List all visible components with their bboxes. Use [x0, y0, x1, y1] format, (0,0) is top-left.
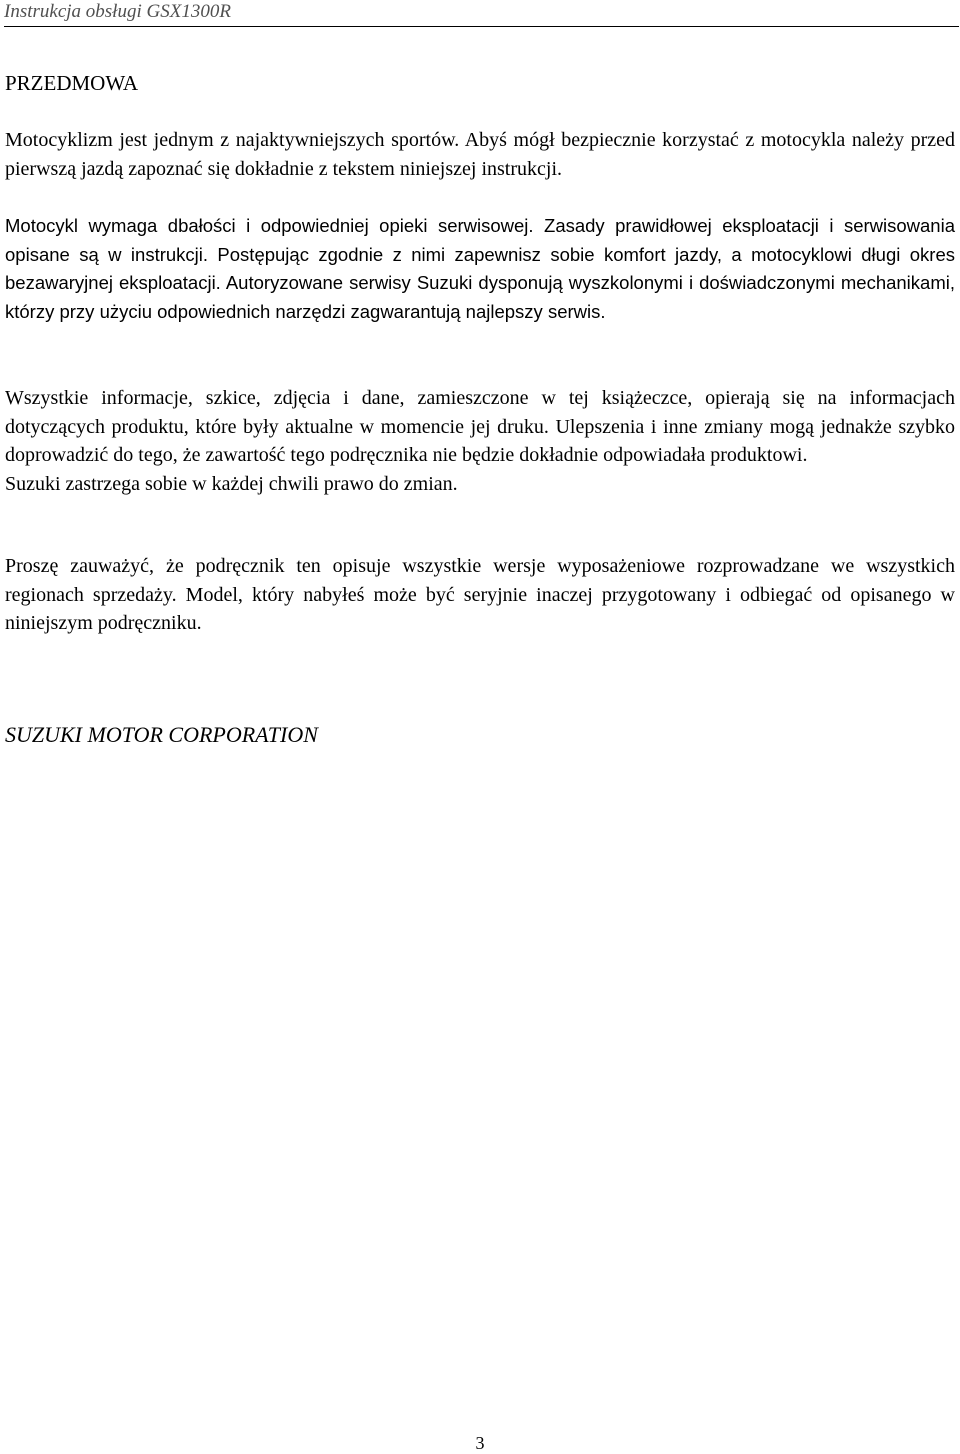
page-number: 3: [475, 1433, 485, 1453]
running-header: Instrukcja obsługi GSX1300R: [4, 0, 959, 27]
page-title: PRZEDMOWA: [5, 71, 139, 95]
paragraph-service: Motocykl wymaga dbałości i odpowiedniej opieki serwisowej. Zasady prawidłowej eksploatacji i serwisowania opisane są w instrukcji. Postępując zgodnie z nimi zapewnisz sobie komfort jazdy, a motocyklowi długi okres bezawaryjnej eksploatacji. Autoryzowane serwisy Suzuki dysponują wyszkolonymi i doświadczonymi mechanikami, którzy przy użyciu odpowiednich narzędzi zagwarantują najlepszy serwis.: [5, 215, 955, 322]
paragraph-versions: Proszę zauważyć, że podręcznik ten opisuje wszystkie wersje wyposażeniowe rozprowadzane we wszystkich regionach sprzedaży. Model, który nabyłeś może być seryjnie inaczej przygotowany i odbiegać od opisanego w niniejszym podręczniku.: [5, 555, 955, 634]
paragraph-information-rights: Suzuki zastrzega sobie w każdej chwili prawo do zmian.: [5, 472, 458, 495]
paragraph-information: [5, 384, 955, 498]
paragraph-intro: Motocyklizm jest jednym z najaktywniejszych sportów. Abyś mógł bezpiecznie korzystać z motocykla należy przed pierwszą jazdą zapoznać się dokładnie z tekstem niniejszej instrukcji.: [5, 129, 955, 180]
corporation-name: SUZUKI MOTOR CORPORATION: [5, 722, 318, 747]
paragraph-information-main: Wszystkie informacje, szkice, zdjęcia i dane, zamieszczone w tej książeczce, opierają się na informacjach dotyczących produktu, które były aktualne w momencie jej druku. Ulepszenia i inne zmiany mogą jednakże szybko doprowadzić do tego, że zawartość tego podręcznika nie będzie dokładnie odpowiadała produktowi.: [5, 387, 955, 466]
